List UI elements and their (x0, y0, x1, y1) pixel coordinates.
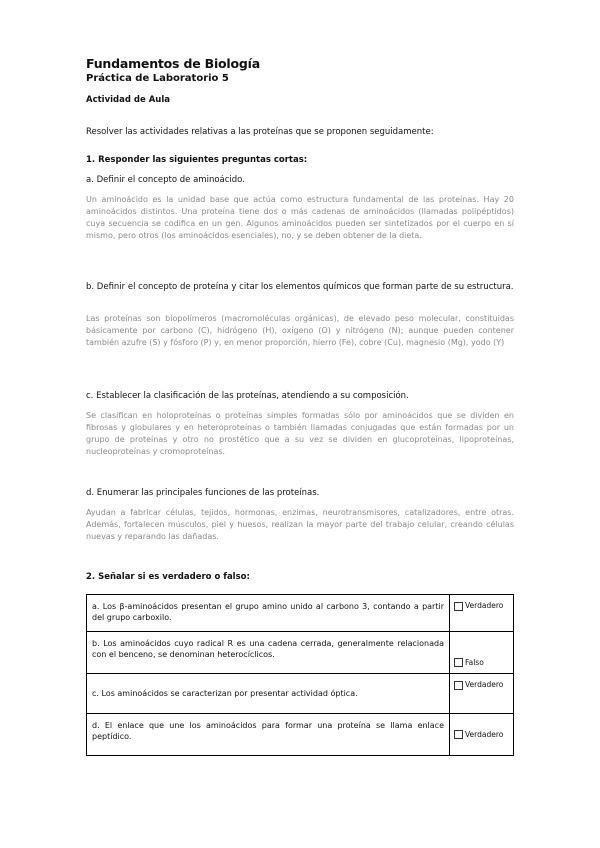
table-row (87, 595, 514, 632)
table-row (87, 674, 514, 714)
checkbox[interactable] (454, 730, 463, 739)
question-c: c. Establecer la clasificación de las proteínas, atendiendo a su composición. (86, 391, 409, 401)
section-2-heading: 2. Señalar si es verdadero o falso: (86, 572, 250, 582)
true-false-table (86, 594, 514, 756)
option-cell (450, 714, 514, 756)
option-label: Falso (465, 657, 484, 667)
answer-b: Las proteínas son biopolímeros (macromoléculas orgánicas), de elevado peso molecular, constituidas básicamente por carbono (C), hidrógeno (H), oxígeno (O) y nitrógeno (N); aunque pueden contener también azufre (S) y fósforo (P) y, en menor proporción, hierro (Fe), cobre (Cu), magnesio (Mg), yodo (Y) (86, 314, 514, 347)
statement-cell: d. El enlace que une los aminoácidos para formar una proteína se llama enlace peptídico. (87, 714, 450, 756)
document-title: Fundamentos de Biología (86, 56, 260, 71)
intro-text: Resolver las actividades relativas a las proteínas que se proponen seguidamente: (86, 127, 434, 137)
statement-cell: a. Los β-aminoácidos presentan el grupo amino unido al carbono 3, contando a partir del grupo carboxilo. (87, 595, 450, 632)
option-cell (450, 674, 514, 714)
option-label: Verdadero (465, 729, 504, 739)
answer-c: Se clasifican en holoproteínas o proteínas simples formadas sólo por aminoácidos que se dividen en fibrosas y globulares y en heteroproteínas o también llamadas conjugadas que están formadas por un grupo de proteínas y otro no prostético que a su vez se dividen en glucoproteínas, lipoproteínas, nucleoproteínas y cromoproteínas. (86, 411, 514, 456)
activity-label: Actividad de Aula (86, 95, 170, 105)
question-d: d. Enumerar las principales funciones de las proteínas. (86, 488, 320, 498)
option-cell (450, 595, 514, 632)
checkbox[interactable] (454, 681, 463, 690)
option-cell (450, 632, 514, 674)
answer-a: Un aminoácido es la unidad base que actúa como estructura fundamental de las proteínas. Hay 20 aminoácidos distintos. Una proteína tiene dos o más cadenas de aminoácidos (llamadas polipéptidos) cuya secuencia se codifica en un gen. Algunos aminoácidos pueden ser sintetizados por el cuerpo en sí mismo, pero otros (los aminoácidos esenciales), no, y se deben obtener de la dieta. (86, 195, 514, 240)
option-label: Verdadero (465, 601, 504, 610)
option-label: Verdadero (465, 680, 504, 689)
table-row (87, 632, 514, 674)
statement-cell: b. Los aminoácidos cuyo radical R es una cadena cerrada, generalmente relacionada con el benceno, se denominan heterocíclicos. (87, 632, 450, 674)
checkbox[interactable] (454, 602, 463, 611)
document-subtitle: Práctica de Laboratorio 5 (86, 73, 229, 84)
question-a: a. Definir el concepto de aminoácido. (86, 175, 245, 185)
section-1-heading: 1. Responder las siguientes preguntas cortas: (86, 155, 308, 165)
statement-cell: c. Los aminoácidos se caracterizan por presentar actividad óptica. (87, 674, 450, 714)
answer-d: Ayudan a fabricar células, tejidos, hormonas, enzimas, neurotransmisores, catalizadores, entre otras. Además, fortalecen músculos, piel y huesos, realizan la mayor parte del trabajo celular, creando células nuevas y reparando las dañadas. (86, 508, 514, 541)
table-row (87, 714, 514, 756)
question-b: b. Definir el concepto de proteína y citar los elementos químicos que forman parte de su estructura. (86, 282, 514, 292)
checkbox[interactable] (454, 658, 463, 667)
